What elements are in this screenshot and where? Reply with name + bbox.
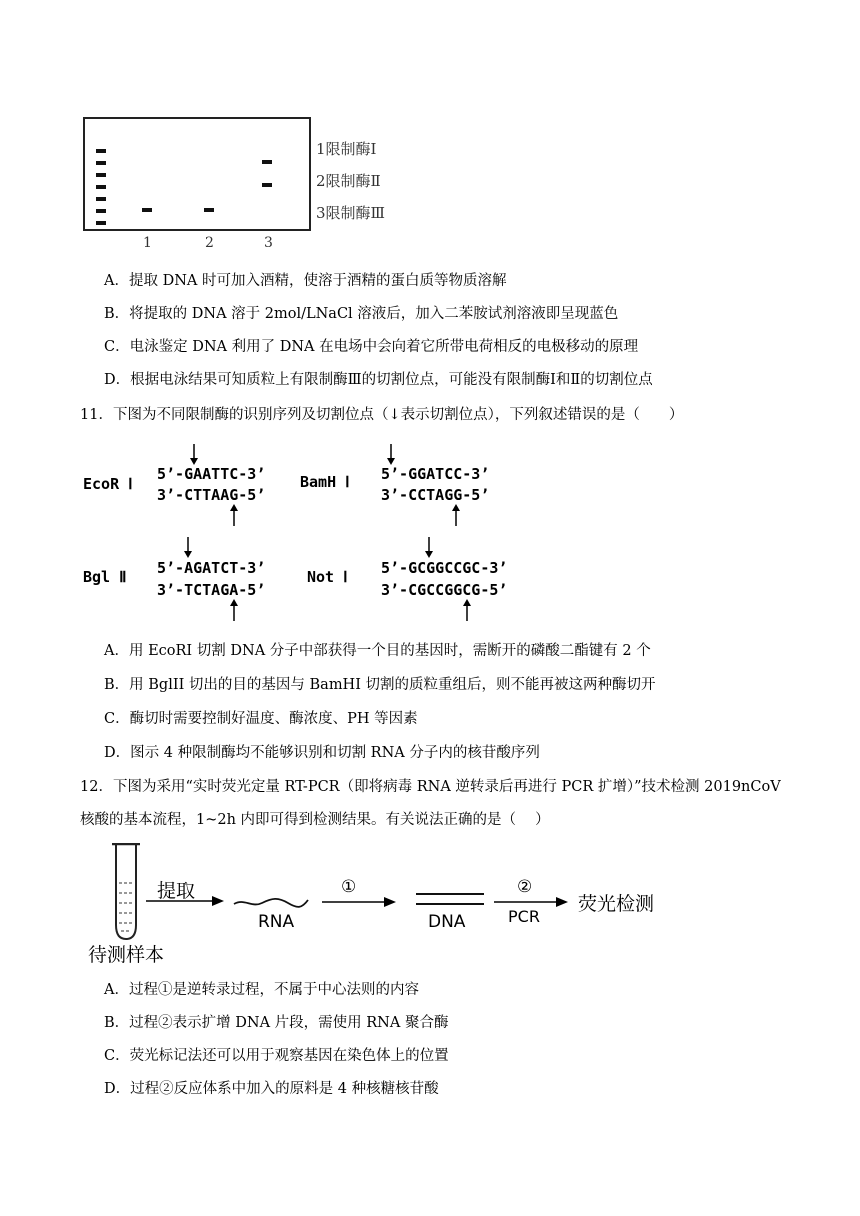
cut-arrow-up-icon xyxy=(450,504,462,526)
q11-option-a: A．用 EcoRI 切割 DNA 分子中部获得一个目的基因时，需断开的磷酸二酯键有 2 个 xyxy=(104,643,651,659)
enzyme-name-ecori: EcoR Ⅰ xyxy=(83,475,133,493)
gel-band-marker xyxy=(96,197,106,201)
dna-label: DNA xyxy=(428,912,466,932)
q12-stem-line2: 核酸的基本流程，1~2h 内即可得到检测结果。有关说法正确的是（ ） xyxy=(80,812,550,828)
cut-arrow-down-icon xyxy=(423,537,435,559)
bglii-top-strand: 5’-AGATCT-3’ xyxy=(157,559,266,577)
q10-option-c: C．电泳鉴定 DNA 利用了 DNA 在电场中会向着它所带电荷相反的电极移动的原理 xyxy=(104,339,639,355)
bamhi-top-strand: 5’-GGATCC-3’ xyxy=(381,465,490,483)
noti-top-strand: 5’-GCGGCCGC-3’ xyxy=(381,559,508,577)
rna-label: RNA xyxy=(258,912,295,932)
q10-option-a: A．提取 DNA 时可加入酒精，使溶于酒精的蛋白质等物质溶解 xyxy=(104,273,507,289)
q10-option-b: B．将提取的 DNA 溶于 2mol/LNaCl 溶液后，加入二苯胺试剂溶液即呈现蓝色 xyxy=(104,306,619,322)
q12-option-b: B．过程②表示扩增 DNA 片段，需使用 RNA 聚合酶 xyxy=(104,1015,449,1031)
sample-label: 待测样本 xyxy=(88,944,165,966)
gel-lane-number: 3 xyxy=(264,235,273,251)
noti-bottom-strand: 3’-CGCCGGCG-5’ xyxy=(381,581,508,599)
gel-band-marker xyxy=(96,161,106,165)
gel-legend-1: 1限制酶Ⅰ xyxy=(316,140,377,158)
step1-label: ① xyxy=(341,877,357,897)
fluorescence-detection-label: 荧光检测 xyxy=(578,893,655,915)
ecori-bottom-strand: 3’-CTTAAG-5’ xyxy=(157,486,266,504)
gel-band-marker xyxy=(96,185,106,189)
rna-strand-icon xyxy=(232,894,310,910)
gel-legend-2: 2限制酶Ⅱ xyxy=(316,172,381,190)
gel-lane-number: 1 xyxy=(143,235,152,251)
bglii-bottom-strand: 3’-TCTAGA-5’ xyxy=(157,581,266,599)
q12-option-a: A．过程①是逆转录过程，不属于中心法则的内容 xyxy=(104,982,419,998)
extract-label: 提取 xyxy=(157,880,196,902)
gel-band-lane3 xyxy=(262,160,272,164)
arrow-right-icon xyxy=(322,895,400,909)
cut-arrow-up-icon xyxy=(228,599,240,621)
q10-option-d: D．根据电泳结果可知质粒上有限制酶Ⅲ的切割位点，可能没有限制酶Ⅰ和Ⅱ的切割位点 xyxy=(104,372,653,388)
q12-option-d: D．过程②反应体系中加入的原料是 4 种核糖核苷酸 xyxy=(104,1081,439,1097)
ecori-top-strand: 5’-GAATTC-3’ xyxy=(157,465,266,483)
q12-option-c: C．荧光标记法还可以用于观察基因在染色体上的位置 xyxy=(104,1048,449,1064)
gel-legend-3: 3限制酶Ⅲ xyxy=(316,204,386,222)
q11-option-d: D．图示 4 种限制酶均不能够识别和切割 RNA 分子内的核苷酸序列 xyxy=(104,745,540,761)
q11-stem: 11．下图为不同限制酶的识别序列及切割位点（↓表示切割位点），下列叙述错误的是（ ） xyxy=(80,407,684,423)
cut-arrow-up-icon xyxy=(228,504,240,526)
enzyme-name-bamhi: BamH Ⅰ xyxy=(300,473,350,491)
cut-arrow-down-icon xyxy=(182,537,194,559)
gel-lane-number: 2 xyxy=(205,235,214,251)
test-tube-icon xyxy=(108,843,144,943)
gel-band-marker xyxy=(96,149,106,153)
cut-arrow-up-icon xyxy=(461,599,473,621)
enzyme-name-noti: Not Ⅰ xyxy=(307,568,348,586)
gel-band-lane3 xyxy=(262,183,272,187)
step2-label: ② xyxy=(517,877,533,897)
gel-band-marker xyxy=(96,209,106,213)
q12-stem-line1: 12．下图为采用“实时荧光定量 RT-PCR（即将病毒 RNA 逆转录后再进行 PCR 扩增）”技术检测 2019nCoV xyxy=(80,779,781,795)
enzyme-name-bglii: Bgl Ⅱ xyxy=(83,568,127,586)
q11-option-c: C．酶切时需要控制好温度、酶浓度、PH 等因素 xyxy=(104,711,418,727)
q11-option-b: B．用 BglII 切出的目的基因与 BamHI 切割的质粒重组后，则不能再被这两种酶切开 xyxy=(104,677,656,693)
dna-double-strand-icon xyxy=(414,890,486,910)
gel-box xyxy=(83,117,311,231)
bamhi-bottom-strand: 3’-CCTAGG-5’ xyxy=(381,486,490,504)
gel-band-lane2 xyxy=(204,208,214,212)
gel-band-marker xyxy=(96,173,106,177)
gel-band-marker xyxy=(96,221,106,225)
gel-band-lane1 xyxy=(142,208,152,212)
pcr-label: PCR xyxy=(508,907,540,926)
arrow-right-icon xyxy=(146,894,226,908)
